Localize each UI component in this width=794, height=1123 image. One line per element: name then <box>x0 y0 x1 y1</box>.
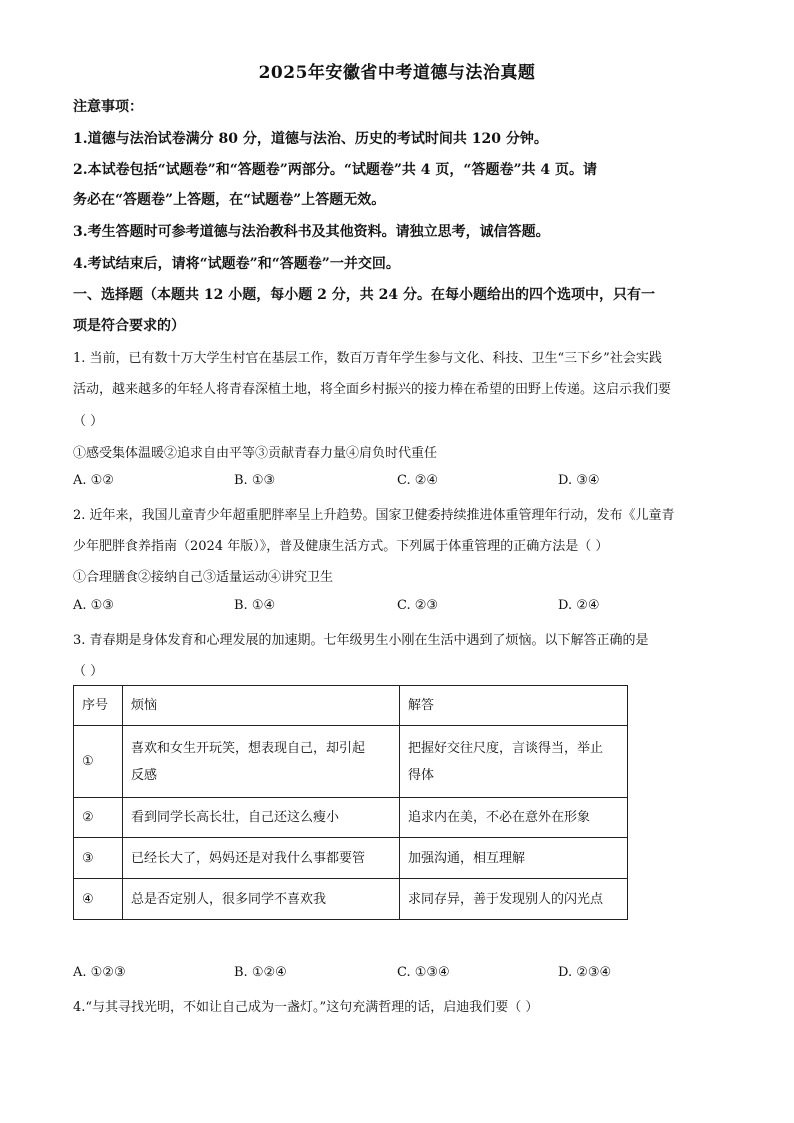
question-1-option-c: C. ②④ <box>397 473 439 488</box>
question-1-line-1: 1. 当前，已有数十万大学生村官在基层工作，数百万青年学生参与文化、科技、卫生“三下乡”社会实践 <box>73 351 662 366</box>
table-cell-answer <box>400 726 628 798</box>
question-1-line-3: （ ） <box>73 414 104 429</box>
question-3-line-2: （ ） <box>73 664 104 679</box>
notice-item-2-line-2: 务必在“答题卷”上答题，在“试题卷”上答题无效。 <box>73 192 386 208</box>
question-2-option-a: A. ①③ <box>73 598 114 613</box>
notice-item-3: 3.考生答题时可参考道德与法治教科书及其他资料。请独立思考，诚信答题。 <box>73 224 550 240</box>
table-header-row <box>74 686 628 726</box>
table-header-answer: 解答 <box>400 686 628 726</box>
question-2-line-1: 2. 近年来，我国儿童青少年超重肥胖率呈上升趋势。国家卫健委持续推进体重管理年行动，发布《儿童青 <box>73 508 675 523</box>
question-3-option-b: B. ①②④ <box>234 965 287 980</box>
question-2-option-c: C. ②③ <box>397 598 439 613</box>
notice-heading: 注意事项： <box>73 99 143 115</box>
table-cell-answer: 追求内在美，不必在意外在形象 <box>400 798 628 838</box>
table-cell-worry-line-2: 反感 <box>131 767 158 783</box>
table-cell-answer: 加强沟通，相互理解 <box>400 838 628 879</box>
question-2-items: ①合理膳食②接纳自己③适量运动④讲究卫生 <box>73 570 334 585</box>
question-1-items: ①感受集体温暖②追求自由平等③贡献青春力量④肩负时代重任 <box>73 446 438 461</box>
table-cell-worry: 已经长大了，妈妈还是对我什么事都要管 <box>123 838 400 879</box>
notice-item-4: 4.考试结束后，请将“试题卷”和“答题卷”一并交回。 <box>73 256 400 272</box>
notice-item-2-line-1: 2.本试卷包括“试题卷”和“答题卷”两部分。“试题卷”共 4 页，“答题卷”共 4 页。请 <box>73 162 598 178</box>
table-row <box>74 798 628 838</box>
question-2-line-2: 少年肥胖食养指南（2024 年版）》，普及健康生活方式。下列属于体重管理的正确方法是（ ） <box>73 539 609 554</box>
question-3-line-1: 3. 青春期是身体发育和心理发展的加速期。七年级男生小刚在生活中遇到了烦恼。以下解答正确的是 <box>73 633 649 648</box>
table-cell-no: ① <box>74 726 123 798</box>
table-header-no: 序号 <box>74 686 123 726</box>
question-3-option-c: C. ①③④ <box>397 965 450 980</box>
question-1-option-b: B. ①③ <box>234 473 276 488</box>
table-cell-worry <box>123 726 400 798</box>
page-title: 2025年安徽省中考道德与法治真题 <box>258 63 536 83</box>
table-cell-worry: 看到同学长高长壮，自己还这么瘦小 <box>123 798 400 838</box>
table-cell-no: ② <box>74 798 123 838</box>
question-2-option-d: D. ②④ <box>558 598 600 613</box>
question-3-option-d: D. ②③④ <box>558 965 612 980</box>
question-1-option-a: A. ①② <box>73 473 114 488</box>
question-1-line-2: 活动，越来越多的年轻人将青春深植土地，将全面乡村振兴的接力棒在希望的田野上传递。这启示我们要 <box>73 382 672 397</box>
table-header-worry: 烦恼 <box>123 686 400 726</box>
question-3-option-a: A. ①②③ <box>73 965 126 980</box>
section-heading-line-2: 项是符合要求的） <box>73 318 185 334</box>
table-cell-no: ④ <box>74 879 123 920</box>
section-heading-line-1: 一、选择题（本题共 12 小题，每小题 2 分，共 24 分。在每小题给出的四个选项中，只有一 <box>73 287 655 303</box>
table-cell-answer: 求同存异，善于发现别人的闪光点 <box>400 879 628 920</box>
question-2-option-b: B. ①④ <box>234 598 276 613</box>
table-row <box>74 838 628 879</box>
table-cell-worry: 总是否定别人，很多同学不喜欢我 <box>123 879 400 920</box>
worry-answer-table <box>73 685 628 920</box>
question-1-option-d: D. ③④ <box>558 473 600 488</box>
table-cell-answer-line-2: 得体 <box>408 767 435 783</box>
table-cell-answer-line-1: 把握好交往尺度，言谈得当，举止 <box>408 740 604 756</box>
notice-item-1: 1.道德与法治试卷满分 80 分，道德与法治、历史的考试时间共 120 分钟。 <box>73 131 548 147</box>
question-4-line-1: 4.“与其寻找光明，不如让自己成为一盏灯。”这句充满哲理的话，启迪我们要（ ） <box>73 1000 539 1015</box>
table-cell-no: ③ <box>74 838 123 879</box>
table-row <box>74 726 628 798</box>
table-row <box>74 879 628 920</box>
table-cell-worry-line-1: 喜欢和女生开玩笑，想表现自己，却引起 <box>131 740 366 756</box>
